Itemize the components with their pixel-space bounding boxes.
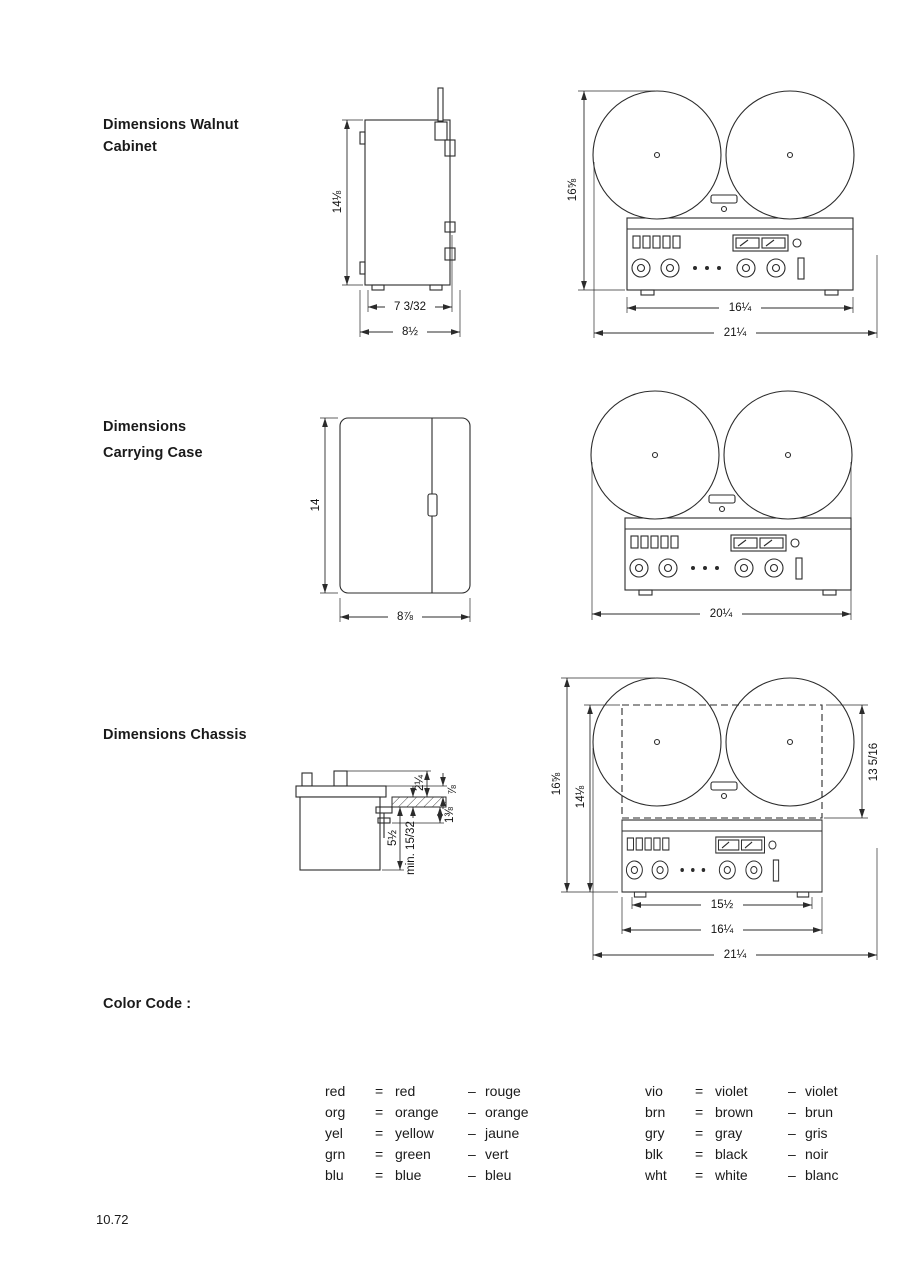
equals-sign: = [375, 1124, 384, 1141]
color-name-english: violet [715, 1082, 748, 1099]
color-name-french: gris [805, 1124, 828, 1141]
walnut-front-view-drawing [567, 91, 877, 339]
dimension-label: 16¼ [710, 924, 734, 937]
color-code-row [645, 1080, 838, 1101]
equals-sign: = [375, 1145, 384, 1162]
section-title-chassis: Dimensions Chassis [103, 727, 247, 743]
color-name-french: blanc [805, 1166, 839, 1183]
chassis-front-view-drawing [551, 678, 880, 961]
dimension-label: 14 [310, 498, 323, 512]
color-name-english: white [715, 1166, 748, 1183]
color-code-table-left [325, 1080, 529, 1185]
dimension-label: 15½ [710, 899, 734, 912]
color-name-french: noir [805, 1145, 829, 1162]
equals-sign: = [375, 1082, 384, 1099]
equals-sign: = [375, 1103, 384, 1120]
dash-sign: – [788, 1103, 796, 1120]
dimension-label: 16⅝ [567, 178, 580, 202]
dimension-label: 21¼ [723, 327, 747, 340]
color-code-row [325, 1143, 529, 1164]
color-code-row [645, 1164, 838, 1185]
color-abbr: gry [645, 1124, 665, 1141]
color-name-french: rouge [485, 1082, 521, 1099]
color-name-english: brown [715, 1103, 754, 1120]
dimension-label: 1⅜ [444, 807, 457, 823]
dimension-label: 5½ [387, 830, 400, 846]
dimension-label: 16⅝ [551, 772, 564, 796]
dash-sign: – [788, 1082, 796, 1099]
equals-sign: = [695, 1103, 704, 1120]
color-code-table-right [645, 1080, 838, 1185]
reels-drawing [593, 678, 854, 806]
footer-date-code: 10.72 [96, 1212, 129, 1227]
dimension-label: 2¼ [414, 775, 427, 791]
color-name-english: orange [395, 1103, 439, 1120]
color-code-row [645, 1101, 838, 1122]
section-title-walnut-line2: Cabinet [103, 139, 157, 155]
color-code-row [325, 1122, 529, 1143]
color-name-english: black [715, 1145, 748, 1162]
color-code-row [645, 1122, 838, 1143]
equals-sign: = [375, 1166, 384, 1183]
dimension-label: 7 3/32 [394, 301, 426, 314]
color-name-french: brun [805, 1103, 834, 1120]
equals-sign: = [695, 1124, 704, 1141]
color-code-row [645, 1143, 838, 1164]
equals-sign: = [695, 1166, 704, 1183]
chassis-side-view-drawing [296, 771, 459, 875]
color-name-english: red [395, 1082, 416, 1099]
dimension-label: 8⅞ [397, 611, 413, 624]
dash-sign: – [468, 1124, 476, 1141]
dash-sign: – [468, 1145, 476, 1162]
dimension-label: 13 5/16 [868, 742, 881, 782]
color-name-french: bleu [485, 1166, 512, 1183]
color-name-french: violet [805, 1082, 838, 1099]
color-name-french: vert [485, 1145, 509, 1162]
color-abbr: vio [645, 1082, 663, 1099]
dash-sign: – [788, 1124, 796, 1141]
dash-sign: – [788, 1145, 796, 1162]
dash-sign: – [788, 1166, 796, 1183]
dimension-label: ⅞ [447, 785, 460, 795]
reels-drawing [593, 91, 854, 219]
dash-sign: – [468, 1166, 476, 1183]
section-title-walnut-line1: Dimensions Walnut [103, 117, 239, 133]
color-name-english: gray [715, 1124, 743, 1141]
dimension-label: min. 15/32 [405, 821, 418, 875]
dimension-label: 20¼ [709, 608, 733, 621]
reels-drawing [591, 391, 852, 519]
color-code-row [325, 1101, 529, 1122]
dash-sign: – [468, 1082, 476, 1099]
color-abbr: blu [325, 1166, 344, 1183]
color-abbr: wht [645, 1166, 667, 1183]
color-name-french: jaune [485, 1124, 520, 1141]
color-name-english: green [395, 1145, 431, 1162]
section-title-carrying-line2: Carrying Case [103, 445, 203, 461]
color-abbr: blk [645, 1145, 663, 1162]
dash-sign: – [468, 1103, 476, 1120]
color-name-english: blue [395, 1166, 422, 1183]
dimension-label: 8½ [402, 326, 418, 339]
color-abbr: org [325, 1103, 346, 1120]
dimension-label: 14⅛ [332, 190, 345, 214]
color-name-french: orange [485, 1103, 529, 1120]
carrying-front-view-drawing [591, 391, 852, 620]
equals-sign: = [695, 1145, 704, 1162]
dimension-label: 16¼ [728, 302, 752, 315]
color-abbr: brn [645, 1103, 666, 1120]
color-name-english: yellow [395, 1124, 434, 1141]
dimension-label: 14⅛ [575, 785, 588, 809]
color-code-row [325, 1080, 529, 1101]
color-code-row [325, 1164, 529, 1185]
color-abbr: yel [325, 1124, 343, 1141]
walnut-side-view-drawing [332, 88, 460, 338]
section-title-color-code: Color Code : [103, 996, 192, 1012]
front-panel-drawing [622, 820, 822, 897]
front-panel-drawing [627, 218, 853, 295]
dimension-label: 21¼ [723, 949, 747, 962]
color-abbr: grn [325, 1145, 346, 1162]
section-title-carrying-line1: Dimensions [103, 419, 187, 435]
front-panel-drawing [625, 518, 851, 595]
carrying-side-view-drawing [310, 418, 470, 623]
color-abbr: red [325, 1082, 346, 1099]
equals-sign: = [695, 1082, 704, 1099]
